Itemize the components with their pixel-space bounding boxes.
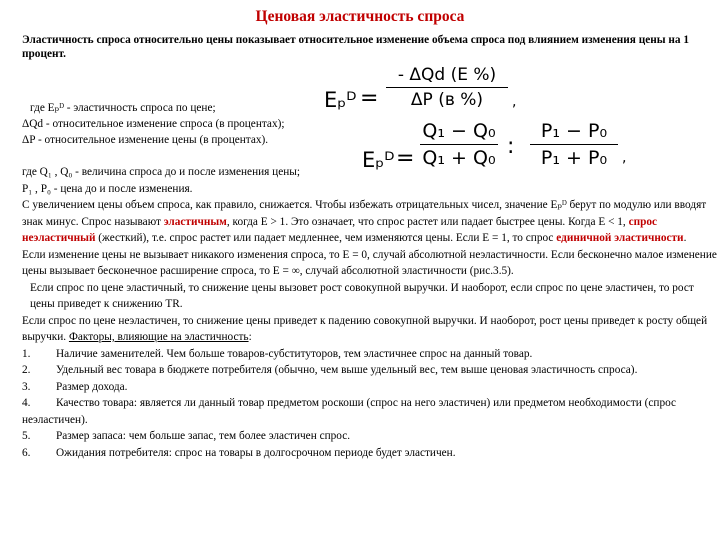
page-title: Ценовая эластичность спроса (255, 8, 465, 25)
factor-number: 5. (22, 430, 31, 442)
definitions (22, 100, 382, 148)
factors-list (22, 346, 717, 462)
factor-item (22, 395, 717, 428)
formula2-q-denominator: Q₁ + Q₀ (422, 147, 496, 169)
formula2-comma: , (622, 150, 627, 166)
factor-text: Размер дохода. (56, 380, 128, 393)
intro-text: Эластичность спроса относительно цены показывает относительное изменение объема спроса под влиянием изменения цены на 1 процент. (22, 34, 690, 60)
text-span: Если спрос по цене неэластичен, то снижение цены приведет к падению совокупной выручки. И наоборот, рост цены приведет к росту общей выручки. (22, 314, 708, 343)
fraction-bar (420, 144, 498, 145)
term-inelastic: спрос неэластичный (22, 215, 658, 244)
text-span: : (248, 331, 252, 343)
formula1-denominator: ΔP (в %) (410, 90, 484, 110)
factor-number: 6. (22, 446, 31, 459)
text-span: , когда E > 1. Это означает, что спрос растет или падает быстрее цены. Когда E < 1, (226, 215, 629, 228)
factor-text: Размер запаса: чем больше запас, тем более эластичен спрос. (56, 430, 351, 442)
formula1-comma: , (512, 94, 517, 110)
formula1-lhs: Eₚᴰ (324, 88, 357, 112)
formula2-fraction-p (530, 120, 618, 169)
def-line: ΔP - относительное изменение цены (в процентах). (22, 134, 269, 146)
factor-text: Ожидания потребителя: спрос на товары в долгосрочном периоде будет эластичен. (56, 446, 456, 459)
revenue-paragraph-1: Если спрос по цене эластичный, то снижение цены вызовет рост совокупной выручки. И наоборот, если спрос по цене эластичен, то рост цены приведет к снижению TR. (30, 281, 694, 310)
revenue-paragraph-2 (22, 313, 717, 346)
factor-text: Качество товара: является ли данный товар предметом роскоши (спрос на него эластичен) или предметом необходимости (спрос неэластичен). (22, 397, 677, 426)
factor-number: 3. (22, 380, 31, 393)
factor-item (22, 362, 717, 379)
formula1-fraction (386, 64, 508, 111)
def-line: ΔQd - относительное изменение спроса (в процентах); (22, 118, 285, 130)
factor-item (22, 346, 717, 363)
factor-item (22, 445, 717, 462)
text-span: (жесткий), т.е. спрос растет или падает медленнее, чем изменяются цены. Если E = 1, то спрос (95, 232, 557, 244)
q-definition: где Q₁ , Q₀ - величина спроса до и после изменения цены; (22, 166, 301, 178)
factor-number: 2. (22, 364, 31, 376)
fraction-bar (386, 87, 508, 88)
factor-number: 4. (22, 397, 31, 409)
p-definition: P₁ , P₀ - цена до и после изменения. (22, 182, 193, 195)
factor-text: Наличие заменителей. Чем больше товаров-субституторов, тем эластичнее спрос на данный товар. (56, 347, 533, 360)
term-elastic: эластичным (163, 215, 227, 228)
formula2-fraction-q (420, 120, 498, 169)
formula2-colon: : (507, 134, 515, 159)
formula1-equals: = (360, 86, 379, 111)
factor-item (22, 379, 717, 396)
term-unit-elastic: единичной эластичности (556, 232, 684, 244)
formula2-q-numerator: Q₁ − Q₀ (422, 120, 496, 142)
elasticity-paragraph (22, 197, 717, 247)
formula2-lhs: Eₚᴰ (362, 148, 395, 172)
factors-heading-link[interactable]: Факторы, влияющие на эластичность (68, 331, 249, 343)
formula2-equals: = (396, 146, 415, 171)
text-span: С увеличением цены объем спроса, как правило, снижается. Чтобы избежать отрицательных чисел, значение Eₚᴰ берут по модулю или вводят знак минус. Спрос называют (22, 199, 707, 228)
factor-item (22, 428, 717, 445)
factor-number: 1. (22, 347, 31, 360)
formula2-p-numerator: P₁ − P₀ (540, 120, 608, 142)
def-line: где Eₚᴰ - эластичность спроса по цене; (30, 102, 216, 114)
text-span: . (683, 232, 687, 244)
factor-text: Удельный вес товара в бюджете потребителя (обычно, чем выше удельный вес, тем выше ценовая эластичность спроса). (56, 364, 638, 376)
main-text (22, 164, 717, 461)
fraction-bar (530, 144, 618, 145)
absolute-paragraph: Если изменение цены не вызывает никакого изменения спроса, то E = 0, случай абсолютной неэластичности. Если бесконечно малое изменение цены вызывает бесконечное расширение спроса, то E = ∞, случай абсолютной эластичности (рис.3.5). (22, 248, 717, 277)
formula1-numerator: - ΔQd (E %) (397, 65, 497, 85)
formula2-p-denominator: P₁ + P₀ (540, 147, 608, 169)
